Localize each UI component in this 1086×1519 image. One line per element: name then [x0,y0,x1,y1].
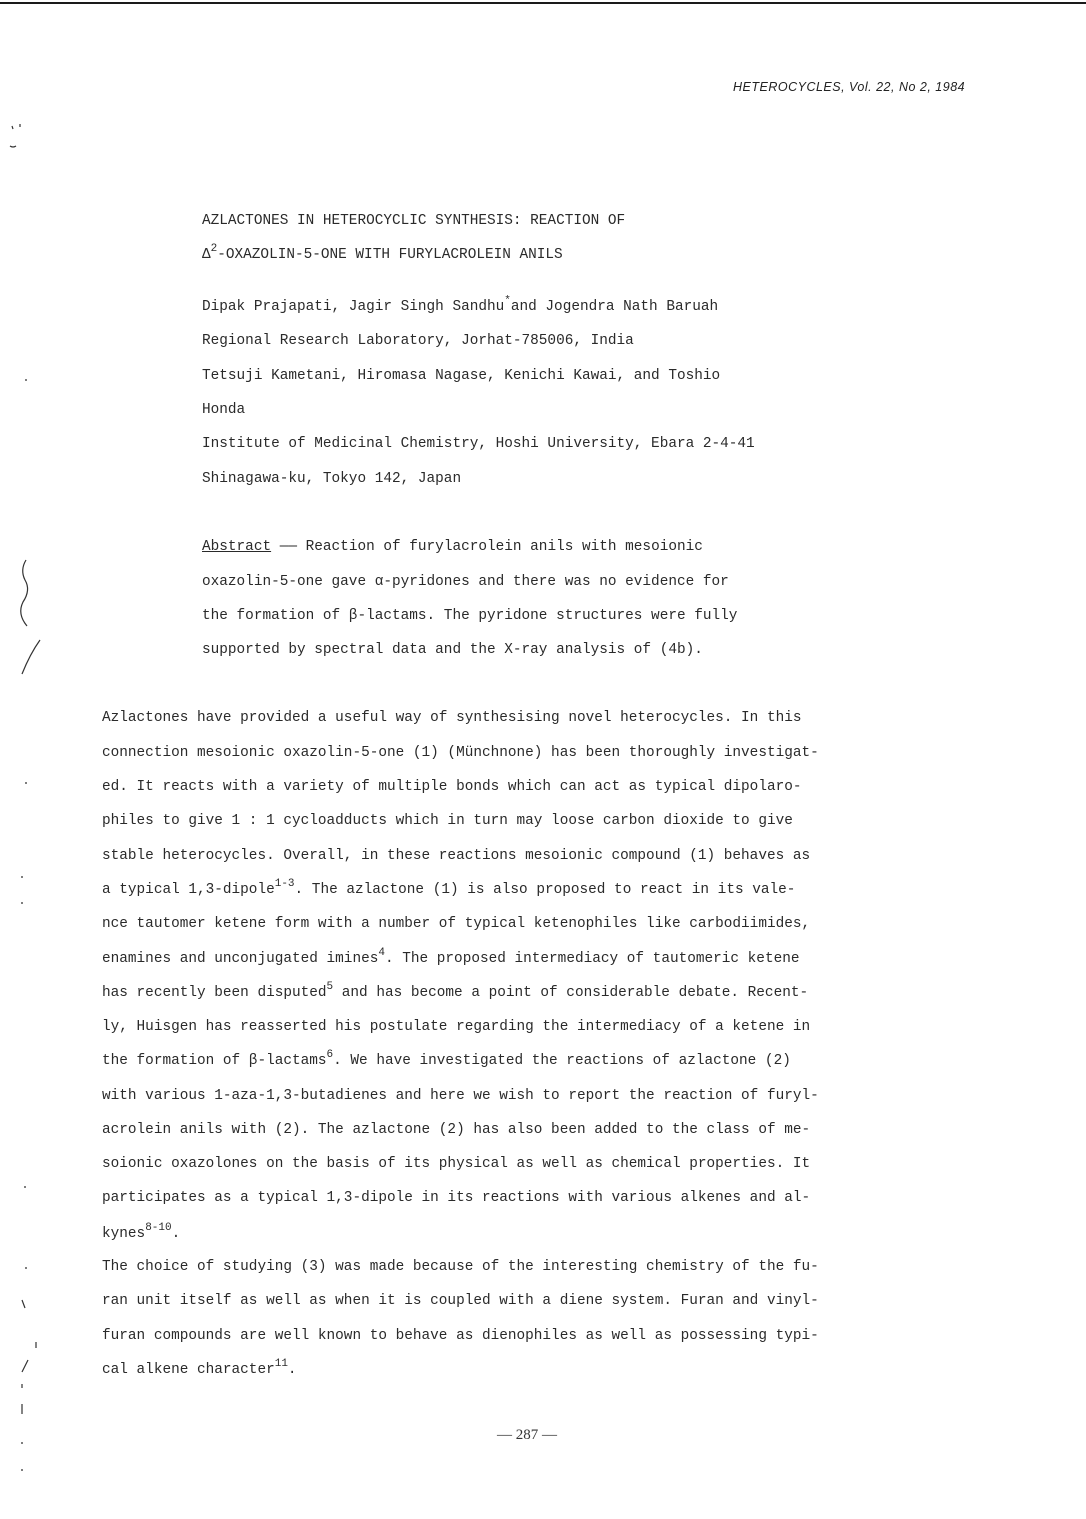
citation-superscript: 4 [378,947,385,959]
citation-superscript: 6 [326,1049,334,1061]
body-line: acrolein anils with (2). The azlactone (2) has also been added to the class of me- [102,1122,811,1138]
abstract-line-2: oxazolin-5-one gave α-pyridones and there was no evidence for [202,574,729,590]
body-line: has recently been disputed$^5$ and has become a point of considerable debate. Recent- [102,981,809,1001]
body-line: ed. It reacts with a variety of multiple bonds which can act as typical dipolaro- [102,779,802,795]
body-line: connection mesoionic oxazolin-5-one (1) (Münchnone) has been thoroughly investigat- [102,745,819,761]
affiliation-2-line-2: Shinagawa-ku, Tokyo 142, Japan [202,471,462,487]
body-line: enamines and unconjugated imines$^4$. The proposed intermediacy of tautomeric ketene [102,947,800,967]
body-line: with various 1-aza-1,3-butadienes and here we wish to report the reaction of furyl- [102,1088,819,1104]
abstract-line-1: Abstract —— Reaction of furylacrolein anils with mesoionic [202,539,703,555]
margin-mark [22,1300,36,1414]
body-line: ran unit itself as well as when it is coupled with a diene system. Furan and vinyl- [102,1293,819,1309]
margin-mark [21,1442,23,1444]
margin-mark [25,1267,27,1269]
margin-mark [22,640,40,674]
journal-header: HETEROCYCLES, Vol. 22, No 2, 1984 [733,80,966,94]
title-line-1: AZLACTONES IN HETEROCYCLIC SYNTHESIS: REACTION OF [202,213,626,229]
body-line: Azlactones have provided a useful way of synthesising novel heterocycles. In this [102,710,802,726]
affiliation-2-line-1: Institute of Medicinal Chemistry, Hoshi University, Ebara 2-4-41 [202,436,755,452]
body-line: philes to give 1 : 1 cycloadducts which in turn may loose carbon dioxide to give [102,813,793,829]
margin-mark [24,1186,26,1188]
abstract-line-4: supported by spectral data and the X-ray analysis of (4b). [202,642,703,658]
citation-superscript: 8-10 [145,1222,172,1234]
delta-symbol: Δ [202,247,211,263]
margin-mark [25,782,27,784]
page-number: — 287 — [497,1427,557,1443]
body-line: the formation of β-lactams$^6$. We have investigated the reactions of azlactone (2) [102,1049,791,1069]
citation-superscript: 5 [326,981,334,993]
delta-superscript: 2 [210,243,218,255]
abstract-label: Abstract [202,539,272,555]
margin-mark [21,902,23,904]
body-line: furan compounds are well known to behave as dienophiles as well as possessing typi- [102,1328,819,1344]
body-line: soionic oxazolones on the basis of its physical as well as chemical properties. It [102,1156,811,1172]
abstract-line-3: the formation of β-lactams. The pyridone structures were fully [202,608,738,624]
authors-group-2-line-2: Honda [202,402,246,418]
body-line: The choice of studying (3) was made because of the interesting chemistry of the fu- [102,1259,819,1275]
body-line: participates as a typical 1,3-dipole in its reactions with various alkenes and al- [102,1190,811,1206]
scan-margin-marks [0,0,60,1519]
body-line: stable heterocycles. Overall, in these reactions mesoionic compound (1) behaves as [102,848,811,864]
body-line: ly, Huisgen has reasserted his postulate regarding the intermediacy of a ketene in [102,1019,811,1035]
margin-mark [21,876,23,878]
margin-mark [21,1469,23,1471]
corresponding-author-mark: * [504,295,511,307]
title-line-2: $\Delta^2-OXAZOLIN-5$-ONE WITH FURYLACROLEIN ANILS [202,243,563,263]
body-line: kynes$^{8-10}$. [102,1222,181,1242]
body-line: a typical 1,3-dipole$^{1-3}$. The azlactone (1) is also proposed to react in its vale- [102,878,796,898]
affiliation-1: Regional Research Laboratory, Jorhat-785006, India [202,333,634,349]
citation-superscript: 11 [274,1358,288,1370]
authors-group-1: Dipak Prajapati, Jagir Singh Sandhu*and Jogendra Nath Baruah [202,295,719,315]
margin-mark [25,379,27,381]
margin-mark [21,560,28,626]
citation-superscript: 1-3 [274,878,295,890]
body-line: cal alkene character$^{11}$. [102,1358,297,1378]
body-line: nce tautomer ketene form with a number of typical ketenophiles like carbodiimides, [102,916,811,932]
margin-mark [10,124,20,147]
top-border-line [0,2,1086,4]
authors-group-2-line-1: Tetsuji Kametani, Hiromasa Nagase, Kenichi Kawai, and Toshio [202,368,721,384]
